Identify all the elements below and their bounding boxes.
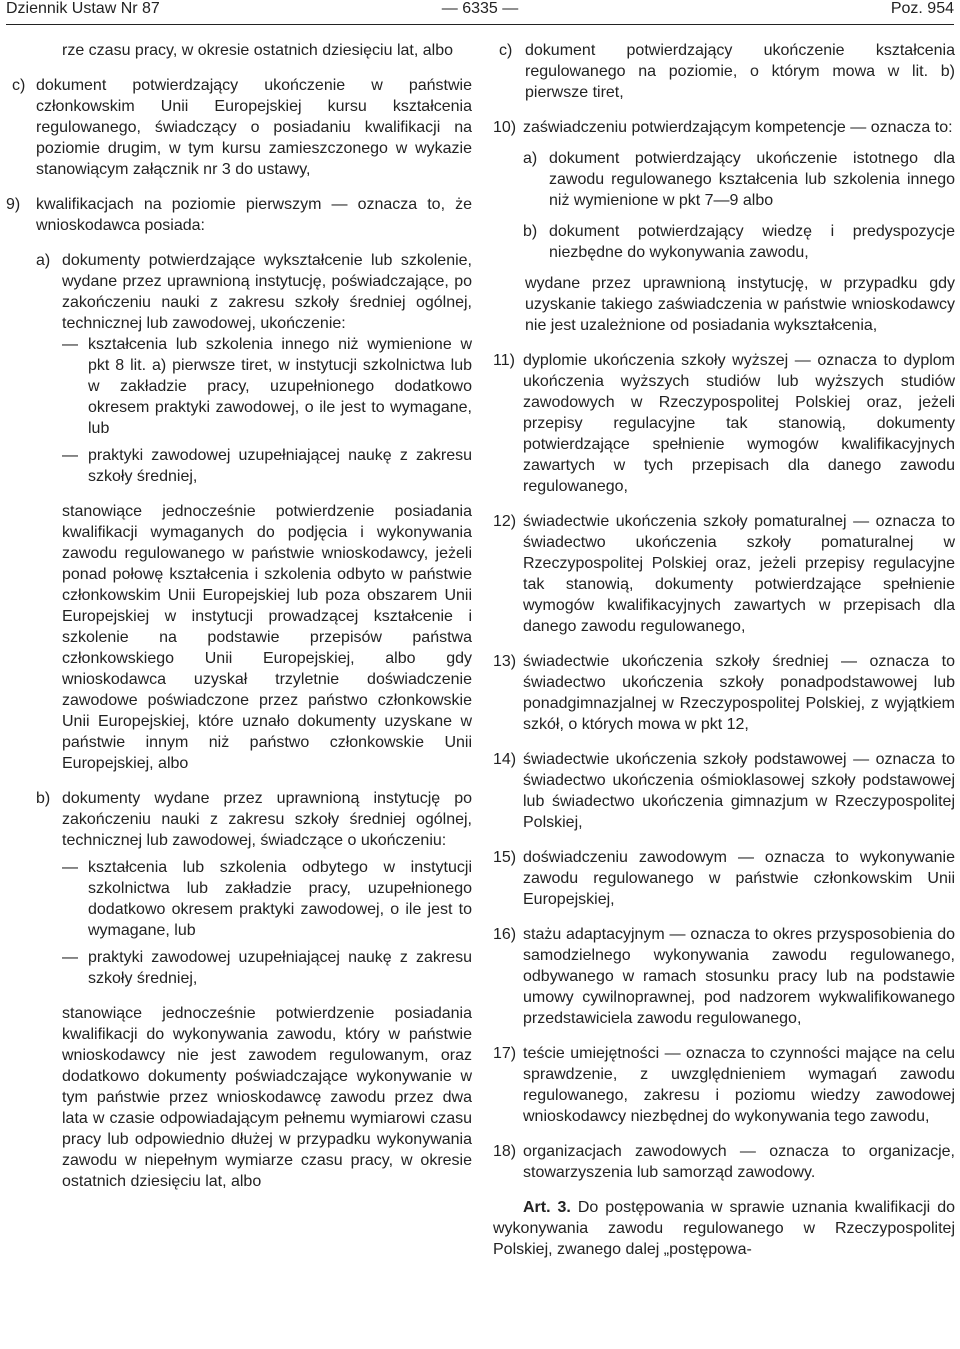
dash-text: praktyki zawodowej uzupełniającej naukę z zakresu szkoły średniej, bbox=[88, 949, 472, 987]
left-point-c bbox=[6, 75, 472, 180]
item-number: 9) bbox=[6, 196, 21, 213]
item-14 bbox=[493, 749, 955, 833]
item-13 bbox=[493, 651, 955, 735]
page-header bbox=[6, 0, 954, 25]
item-text: kwalifikacjach na poziomie pierwszym — oznacza to, że wnioskodawca posiada: bbox=[36, 196, 472, 234]
dash-mark: — bbox=[62, 859, 78, 876]
item-number: 13) bbox=[493, 653, 517, 670]
dash-text: kształcenia lub szkolenia odbytego w instytucji szkolnictwa lub zakładzie pracy, uzupełnionego dodatkowo okresem praktyki zawodowej, o ile jest to wymagane, lub bbox=[88, 859, 472, 939]
item-text: dyplomie ukończenia szkoły wyższej — oznacza to dyplom ukończenia wyższych studiów lub wyższych studiów zawodowych w Rzeczypospolitej Polskiej oraz, jeżeli przepisy regulacyjne tak stanowią, dokumenty potwierdzające spełnienie wymogów kwalifikacyjnych zawartych w tych przepisach dla danego zawodu regulowanego, bbox=[523, 352, 955, 495]
item-text: stażu adaptacyjnym — oznacza to okres przysposobienia do samodzielnego wykonywania zawodu regulowanego, odbywanego w ramach stosunku pracy lub na podstawie umowy cywilnoprawnej, pod nadzorem wykwalifikowanego przedstawiciela zawodu regulowanego, bbox=[523, 926, 955, 1027]
point-text: dokument potwierdzający wiedzę i predyspozycje niezbędne do wykonywania zawodu, bbox=[549, 223, 955, 261]
item-10-point-b bbox=[493, 221, 955, 263]
article-text: Do postępowania w sprawie uznania kwalifikacji do wykonywania zawodu regulowanego w Rzeczypospolitej Polskiej, zwanego dalej „postępowa- bbox=[493, 1199, 956, 1258]
item-number: 14) bbox=[493, 751, 517, 768]
point-text: dokumenty potwierdzające wykształcenie lub szkolenie, wydane przez uprawnioną instytucję, poświadczające, po zakończeniu nauki z zakresu szkoły średniej ogólnej, technicznej lub zawodowej, ukończenie: bbox=[62, 252, 472, 332]
item-number: 17) bbox=[493, 1045, 517, 1062]
page-number: — 6335 — bbox=[441, 0, 519, 17]
continuation-text: stanowiące jednocześnie potwierdzenie posiadania kwalifikacji do wykonywania zawodu, który w państwie wnioskodawcy nie jest zawodem regulowanym, oraz dodatkowo dokumenty poświadczające wykonywanie w tym państwie przez wnioskodawcę zawodu przez dwa lata w czasie odpowiadającym pełnemu wymiarowi czasu pracy lub odpowiednio dłużej w przypadku wykonywania zawodu w niepełnym wymiarze czasu pracy, w okresie ostatnich dziesięciu lat, albo bbox=[62, 1005, 472, 1190]
point-label: b) bbox=[523, 223, 538, 240]
point-text: dokument potwierdzający ukończenie kształcenia regulowanego na poziomie, o którym mowa w lit. b) pierwsze tiret, bbox=[525, 42, 955, 101]
item-number: 15) bbox=[493, 849, 517, 866]
dash-text: praktyki zawodowej uzupełniającej naukę z zakresu szkoły średniej, bbox=[88, 447, 472, 485]
article-label: Art. 3. bbox=[523, 1199, 571, 1216]
item-11 bbox=[493, 350, 955, 497]
item-15 bbox=[493, 847, 955, 910]
dash-item bbox=[6, 947, 472, 989]
continuation-text: stanowiące jednocześnie potwierdzenie posiadania kwalifikacji wymaganych do podjęcia i wykonywania zawodu regulowanego w państwie wnioskodawcy, jeżeli ponad połowę kształcenia i szkolenia odbyto w państwie członkowskim Unii Europejskiej lub poza obszarem Unii Europejskiej w instytucji prowadzącej kształcenie i szkolenie na podstawie przepisów państwa członkowskiego Unii Europejskiej, albo gdy wnioskodawca uzyskał trzyletnie doświadczenie zawodowe poświadczone przez państwo członkowskie Unii Europejskiej, które uznało dokumenty uzyskane w państwie innym niż państwo członkowskie Unii Europejskiej, albo bbox=[62, 503, 472, 772]
left-point-a bbox=[6, 250, 472, 334]
intro-text: rze czasu pracy, w okresie ostatnich dziesięciu lat, albo bbox=[62, 42, 453, 59]
item-number: 10) bbox=[493, 119, 517, 136]
left-column bbox=[6, 40, 472, 1192]
point-label: c) bbox=[12, 77, 26, 94]
point-text: dokumenty wydane przez uprawnioną instytucję po zakończeniu nauki z zakresu szkoły średniej ogólnej, technicznej lub zawodowej, świadczące o ukończeniu: bbox=[62, 790, 472, 849]
item-text: teście umiejętności — oznacza to czynności mające na celu sprawdzenie, z uwzględnieniem wymagań zawodu regulowanego, zakresu i poziomu wiedzy zawodowej wnioskodawcy niezbędnej do wykonywania tego zawodu, bbox=[523, 1045, 955, 1125]
dash-item bbox=[6, 334, 472, 439]
article-3 bbox=[493, 1197, 955, 1260]
item-10-point-a bbox=[493, 148, 955, 211]
item-text: doświadczeniu zawodowym — oznacza to wykonywanie zawodu regulowanego w państwie członkowskim Unii Europejskiej, bbox=[523, 849, 955, 908]
point-text: dokument potwierdzający ukończenie w państwie członkowskim Unii Europejskiej kursu kształcenia regulowanego, świadczący o posiadaniu kwalifikacji na poziomie drugim, w tym kursu zamieszczonego w wykazie stanowiącym załącznik nr 3 do ustawy, bbox=[36, 77, 472, 178]
dash-mark: — bbox=[62, 447, 78, 464]
point-label: c) bbox=[499, 42, 513, 59]
item-10 bbox=[493, 117, 955, 138]
item-number: 12) bbox=[493, 513, 517, 530]
dash-text: kształcenia lub szkolenia innego niż wymienione w pkt 8 lit. a) pierwsze tiret, w instytucji szkolnictwa lub w zakładzie pracy, uzupełnionego dodatkowo okresem praktyki zawodowej, o ile jest to wymagane, lub bbox=[88, 336, 472, 437]
item-17 bbox=[493, 1043, 955, 1127]
right-column bbox=[493, 40, 955, 1260]
continuation-text: wydane przez uprawnioną instytucję, w przypadku gdy uzyskanie takiego zaświadczenia w państwie wnioskodawcy nie jest uzależnione od posiadania wykształcenia, bbox=[525, 275, 955, 334]
item-9 bbox=[6, 194, 472, 236]
point-label: a) bbox=[36, 252, 51, 269]
point-label: a) bbox=[523, 150, 538, 167]
right-point-c bbox=[493, 40, 955, 103]
item-text: świadectwie ukończenia szkoły podstawowej — oznacza to świadectwo ukończenia ośmioklasowej szkoły podstawowej lub świadectwo ukończenia gimnazjum w Rzeczypospolitej Polskiej, bbox=[523, 751, 955, 831]
item-number: 18) bbox=[493, 1143, 517, 1160]
dash-item bbox=[6, 857, 472, 941]
point-label: b) bbox=[36, 790, 51, 807]
item-16 bbox=[493, 924, 955, 1029]
dash-mark: — bbox=[62, 336, 78, 353]
item-number: 11) bbox=[493, 352, 515, 369]
item-text: zaświadczeniu potwierdzającym kompetencje — oznacza to: bbox=[523, 119, 953, 136]
dash-mark: — bbox=[62, 949, 78, 966]
dash-item bbox=[6, 445, 472, 487]
item-text: świadectwie ukończenia szkoły pomaturalnej — oznacza to świadectwo ukończenia szkoły pomaturalnej w Rzeczypospolitej Polskiej oraz, jeżeli przepisy regulacyjne tak stanowią, dokumenty potwierdzające spełnienie wymogów kwalifikacyjnych zawartych w przepisach dla danego zawodu regulowanego, bbox=[523, 513, 955, 635]
item-12 bbox=[493, 511, 955, 637]
journal-title: Dziennik Ustaw Nr 87 bbox=[6, 0, 160, 17]
item-number: 16) bbox=[493, 926, 517, 943]
position-number: Poz. 954 bbox=[890, 0, 954, 17]
item-text: organizacjach zawodowych — oznacza to organizacje, stowarzyszenia lub samorząd zawodowy. bbox=[523, 1143, 955, 1181]
left-point-b bbox=[6, 788, 472, 851]
item-text: świadectwie ukończenia szkoły średniej — oznacza to świadectwo ukończenia szkoły ponadpodstawowej lub ponadgimnazjalnej w Rzeczypospolitej Polskiej, z wyjątkiem szkół, o których mowa w pkt 12, bbox=[523, 653, 955, 733]
point-text: dokument potwierdzający ukończenie istotnego dla zawodu regulowanego kształcenia lub szkolenia innego niż wymienione w pkt 7—9 albo bbox=[549, 150, 955, 209]
item-18 bbox=[493, 1141, 955, 1183]
